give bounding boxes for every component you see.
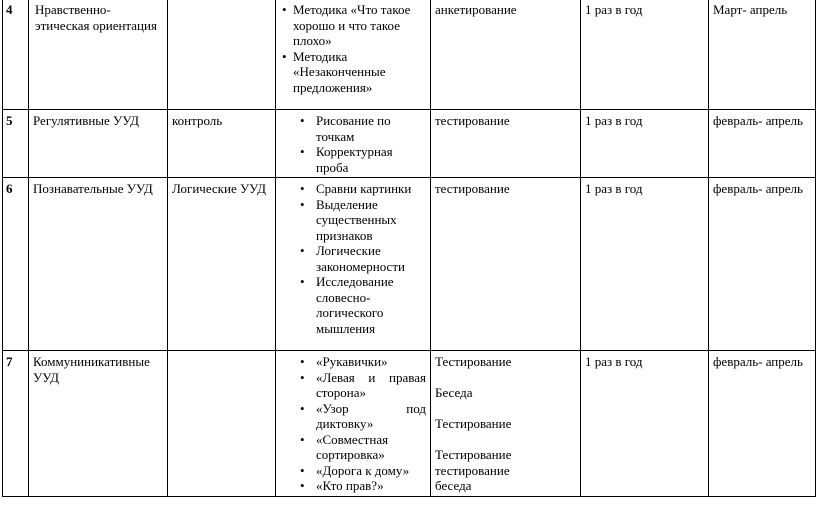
list-item: • «Дорога к дому»	[280, 463, 426, 479]
frequency: 1 раз в год	[581, 351, 709, 497]
list-item: • Исследование словесно-логического мышления	[280, 274, 426, 336]
form-gap	[435, 370, 576, 386]
row-number: 7	[3, 351, 29, 497]
table-row	[3, 178, 816, 351]
form-line: тестирование	[435, 181, 510, 196]
form-cell	[431, 0, 581, 110]
form-line: анкетирование	[435, 2, 517, 17]
form-line: Тестирование	[435, 354, 512, 369]
uud-type: Логические УУД	[168, 178, 276, 351]
form-cell	[431, 110, 581, 178]
list-item: • Рисование по точкам	[280, 113, 426, 144]
uud-name: Регулятивные УУД	[29, 110, 168, 178]
list-item: • Сравни картинки	[280, 181, 426, 197]
form-line: Тестирование	[435, 447, 512, 462]
methods-list	[281, 2, 426, 95]
frequency: 1 раз в год	[581, 110, 709, 178]
methods-cell	[276, 0, 431, 110]
uud-name: Нравственно-этическая ориентация	[29, 0, 168, 110]
table-row	[3, 351, 816, 497]
list-item: • Выделение существенных признаков	[280, 197, 426, 244]
list-item: • «Совместная сортировка»	[280, 432, 426, 463]
form-gap	[435, 432, 576, 448]
uud-type	[168, 0, 276, 110]
list-item: • Логические закономерности	[280, 243, 426, 274]
frequency: 1 раз в год	[581, 0, 709, 110]
form-line: тестирование	[435, 462, 510, 478]
form-line: беседа	[435, 478, 472, 493]
list-item: • «Рукавички»	[280, 354, 426, 370]
uud-name: Познавательные УУД	[29, 178, 168, 351]
table-row	[3, 0, 816, 110]
uud-type: контроль	[168, 110, 276, 178]
row-number: 5	[3, 110, 29, 178]
list-item: • «Кто прав?»	[280, 478, 426, 494]
methods-list	[280, 181, 426, 336]
methods-list	[280, 354, 426, 494]
methods-cell	[276, 178, 431, 351]
form-line: Беседа	[435, 385, 473, 400]
uud-monitoring-table	[2, 0, 816, 497]
form-line: тестирование	[435, 113, 510, 128]
list-item: • «Узор под диктовку»	[280, 401, 426, 432]
form-line: Тестирование	[435, 416, 512, 431]
list-item: • Корректурная проба	[280, 144, 426, 175]
list-item: • Методика «Что такое хорошо и что такое плохо»	[281, 2, 426, 49]
list-item: • Методика «Незаконченные предложения»	[281, 49, 426, 96]
form-cell	[431, 178, 581, 351]
methods-cell	[276, 110, 431, 178]
list-item: • «Левая и правая сторона»	[280, 370, 426, 401]
period: Март- апрель	[709, 0, 816, 110]
uud-type	[168, 351, 276, 497]
form-cell	[431, 351, 581, 497]
row-number: 6	[3, 178, 29, 351]
row-number: 4	[3, 0, 29, 110]
frequency: 1 раз в год	[581, 178, 709, 351]
period: февраль- апрель	[709, 110, 816, 178]
period: февраль- апрель	[709, 351, 816, 497]
table-row	[3, 110, 816, 178]
uud-name: Коммуниникативные УУД	[29, 351, 168, 497]
period: февраль- апрель	[709, 178, 816, 351]
form-gap	[435, 401, 576, 417]
methods-list	[280, 113, 426, 175]
methods-cell	[276, 351, 431, 497]
